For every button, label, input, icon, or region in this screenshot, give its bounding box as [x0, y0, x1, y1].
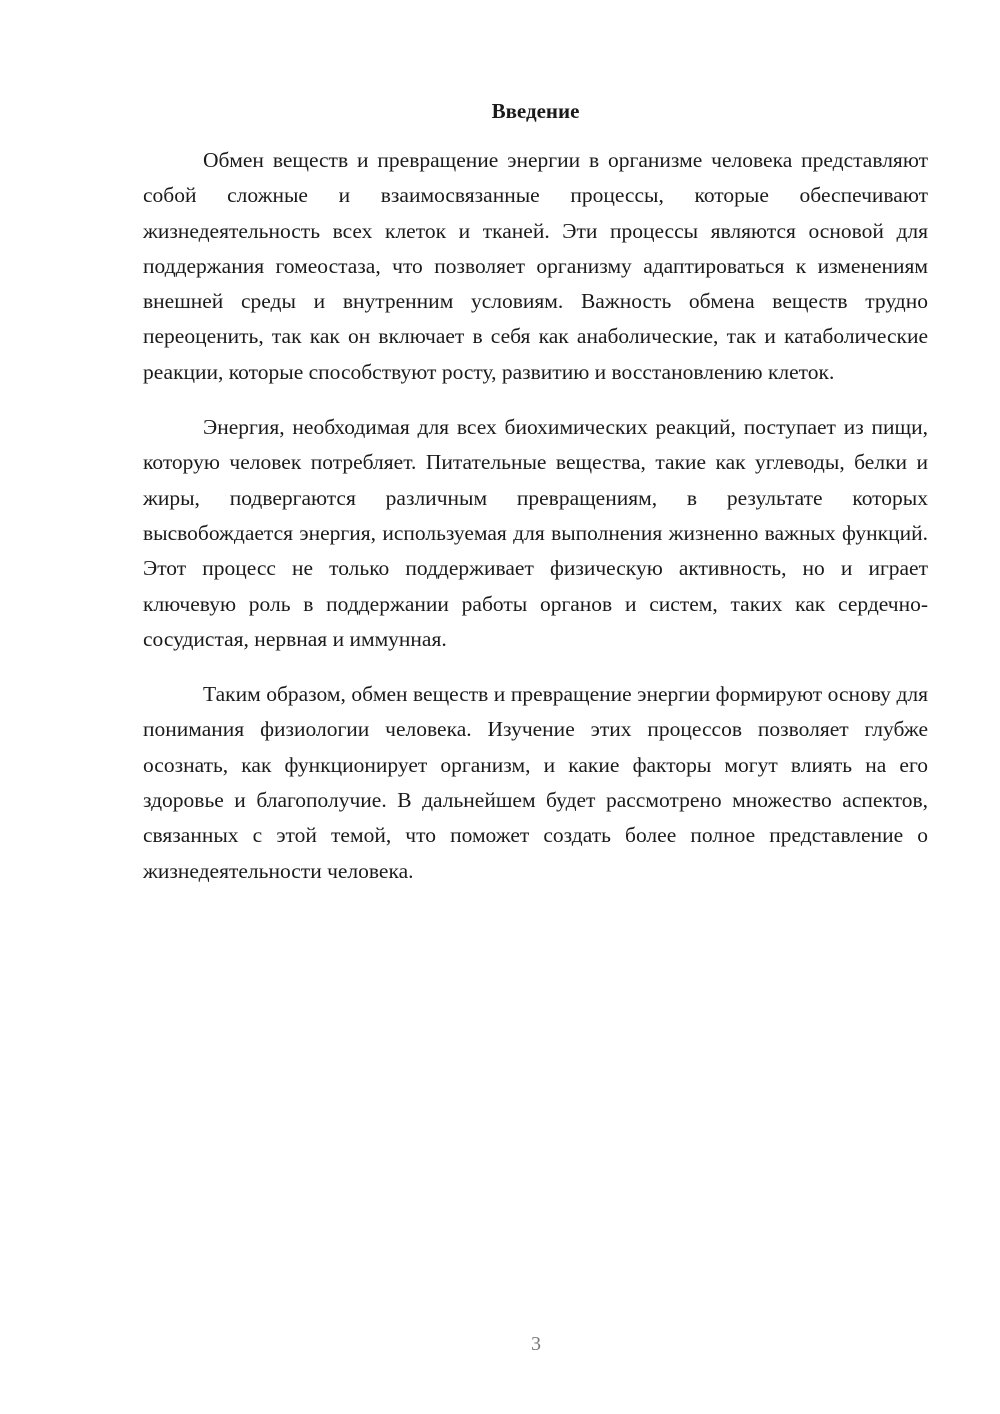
paragraph-1: Обмен веществ и превращение энергии в организме человека представляют собой сложные и взаимосвязанные процессы, которые обеспечивают жизнедеятельность всех клеток и тканей. Эти процессы являются основой для поддержания гомеостаза, что позволяет организму адаптироваться к изменениям внешней среды и внутренним условиям. Важность обмена веществ трудно переоценить, так как он включает в себя как анаболические, так и катаболические реакции, которые способствуют росту, развитию и восстановлению клеток. [143, 148, 928, 384]
page-title: Введение [491, 99, 580, 123]
page-number: 3 [531, 1333, 541, 1355]
paragraph-2: Энергия, необходимая для всех биохимических реакций, поступает из пищи, которую человек потребляет. Питательные вещества, такие как углеводы, белки и жиры, подвергаются различным превращениям, в результате которых высвобождается энергия, используемая для выполнения жизненно важных функций. Этот процесс не только поддерживает физическую активность, но и играет ключевую роль в поддержании работы органов и систем, таких как сердечно-сосудистая, нервная и иммунная. [143, 415, 928, 651]
paragraph-3: Таким образом, обмен веществ и превращение энергии формируют основу для понимания физиологии человека. Изучение этих процессов позволяет глубже осознать, как функционирует организм, и какие факторы могут влиять на его здоровье и благополучие. В дальнейшем будет рассмотрено множество аспектов, связанных с этой темой, что поможет создать более полное представление о жизнедеятельности человека. [143, 682, 928, 883]
body-text [143, 143, 928, 909]
